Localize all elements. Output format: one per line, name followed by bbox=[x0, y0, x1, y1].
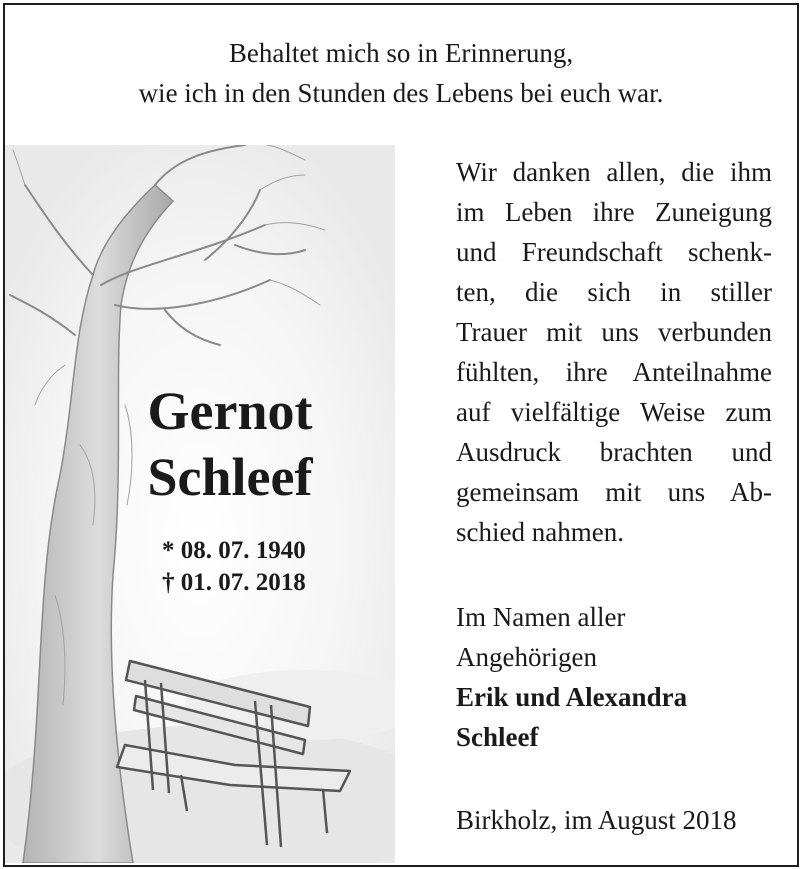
thanks-line: ten, die sich in stiller bbox=[456, 277, 772, 307]
birth-date: * 08. 07. 1940 bbox=[162, 537, 306, 564]
deceased-last-name: Schleef bbox=[147, 447, 313, 507]
thanks-text bbox=[456, 152, 772, 552]
thanks-line: schied nahmen. bbox=[456, 517, 624, 547]
family-names: Erik und Alexandra bbox=[456, 682, 688, 712]
place-and-date: Birkholz, im August 2018 bbox=[456, 805, 737, 835]
thanks-line: Ausdruck brachten und bbox=[456, 437, 772, 467]
thanks-line: Trauer mit uns verbunden bbox=[456, 317, 772, 347]
life-dates bbox=[162, 535, 306, 599]
thanks-line: Wir danken allen, die ihm bbox=[456, 157, 772, 187]
signoff-line-1: Im Namen aller bbox=[456, 602, 626, 632]
obituary-notice bbox=[3, 3, 799, 867]
deceased-first-name: Gernot bbox=[147, 381, 313, 441]
thanks-line: im Leben ihre Zuneigung bbox=[456, 197, 772, 227]
verse-line-1: Behaltet mich so in Erinnerung, bbox=[228, 38, 574, 68]
thanks-line: fühlten, ihre Anteilnahme bbox=[456, 357, 772, 387]
thanks-line: auf vielfältige Weise zum bbox=[456, 397, 772, 427]
deceased-name bbox=[85, 378, 375, 510]
verse-line-2: wie ich in den Stunden des Lebens bei euch war. bbox=[138, 78, 664, 108]
signoff-line-2: Angehörigen bbox=[456, 642, 597, 672]
family-surname: Schleef bbox=[456, 722, 539, 752]
family-signoff bbox=[456, 597, 786, 757]
memorial-verse bbox=[5, 33, 797, 113]
thanks-line: gemeinsam mit uns Ab- bbox=[456, 477, 772, 507]
death-date: † 01. 07. 2018 bbox=[162, 569, 306, 596]
thanks-line: und Freundschaft schenk- bbox=[456, 237, 772, 267]
